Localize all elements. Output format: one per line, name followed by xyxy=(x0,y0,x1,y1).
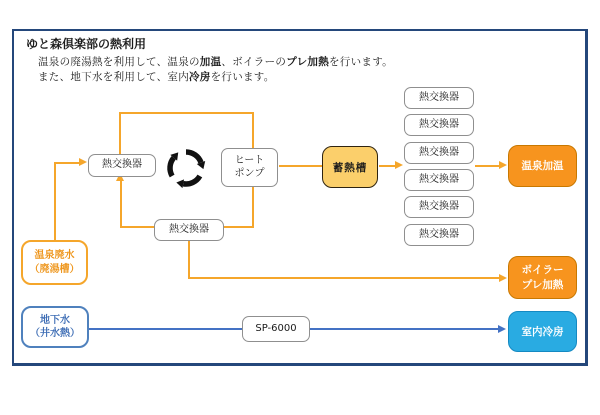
boiler-preheat-line1: ボイラー xyxy=(521,264,564,277)
heat-exchanger-stack-5: 熱交換器 xyxy=(404,196,474,218)
subtitle-line2-seg2: を行います。 xyxy=(210,71,275,83)
line-loop-return-vertical xyxy=(120,181,122,228)
heat-exchanger-loop-bottom: 熱交換器 xyxy=(154,219,224,241)
line-loop-top xyxy=(119,112,254,114)
page-title: ゆと森倶楽部の熱利用 xyxy=(26,37,147,51)
line-loop-right-upper xyxy=(252,112,254,149)
groundwater-box xyxy=(21,306,89,348)
heat-exchanger-loop-top: 熱交換器 xyxy=(88,154,156,177)
hot-spring-waste-box xyxy=(21,240,88,285)
line-stack-to-onsen xyxy=(475,165,500,167)
hot-spring-waste-line2: （廃湯槽） xyxy=(29,263,80,275)
onsen-heating-box: 温泉加温 xyxy=(508,145,577,187)
arrowhead-into-cooling xyxy=(498,325,506,333)
heat-pump-label-line2: ポンプ xyxy=(234,167,265,179)
heat-pump-label-line1: ヒート xyxy=(234,155,265,166)
cycle-arrows-icon xyxy=(162,144,210,192)
line-loop-right-lower xyxy=(252,186,254,228)
line-loop-left-vertical xyxy=(119,112,121,155)
hot-spring-waste-line1: 温泉廃水 xyxy=(34,250,75,261)
subtitle-line1-seg3: を行います。 xyxy=(329,56,393,68)
subtitle-line2-seg1: また、地下水を利用して、室内 xyxy=(38,71,189,83)
pump-model-box: SP-6000 xyxy=(242,316,310,342)
heat-exchanger-stack-2: 熱交換器 xyxy=(404,114,474,136)
subtitle-line1-bold1: 加温 xyxy=(199,56,222,68)
heat-exchanger-stack-3: 熱交換器 xyxy=(404,142,474,164)
arrowhead-into-boiler xyxy=(499,274,507,282)
line-hotspring-riser xyxy=(54,163,56,241)
arrowhead-into-stack xyxy=(395,161,403,169)
heat-storage-tank-box: 蓄熱槽 xyxy=(322,146,378,188)
line-exchanger-down xyxy=(188,241,190,279)
subtitle-line1-bold2: プレ加熱 xyxy=(286,56,329,68)
line-to-boiler xyxy=(188,277,500,279)
arrowhead-into-onsen-heating xyxy=(499,161,507,169)
line-into-exchanger-top xyxy=(54,162,80,164)
boiler-preheat-box xyxy=(508,256,577,299)
line-loop-bottom-left xyxy=(120,226,155,228)
subtitle-line2-bold1: 冷房 xyxy=(189,71,211,83)
subtitle-line1 xyxy=(38,54,393,69)
heat-exchanger-stack-1: 熱交換器 xyxy=(404,87,474,109)
subtitle-line2 xyxy=(38,69,275,84)
heat-pump-box xyxy=(221,148,278,187)
line-heatpump-to-tank xyxy=(279,165,323,167)
line-tank-to-stack xyxy=(379,165,396,167)
subtitle-line1-seg1: 温泉の廃湯熱を利用して、温泉の xyxy=(38,56,200,68)
groundwater-line2: （井水熱） xyxy=(30,328,80,339)
groundwater-line1: 地下水 xyxy=(40,314,70,326)
arrowhead-into-exchanger-top xyxy=(79,158,87,166)
heat-exchanger-stack-6: 熱交換器 xyxy=(404,224,474,246)
heat-exchanger-stack-4: 熱交換器 xyxy=(404,169,474,191)
line-loop-bottom-right xyxy=(224,226,254,228)
subtitle-line1-seg2: 、ボイラーの xyxy=(221,56,287,68)
boiler-preheat-line2: プレ加熱 xyxy=(521,278,564,291)
indoor-cooling-box: 室内冷房 xyxy=(508,311,577,352)
